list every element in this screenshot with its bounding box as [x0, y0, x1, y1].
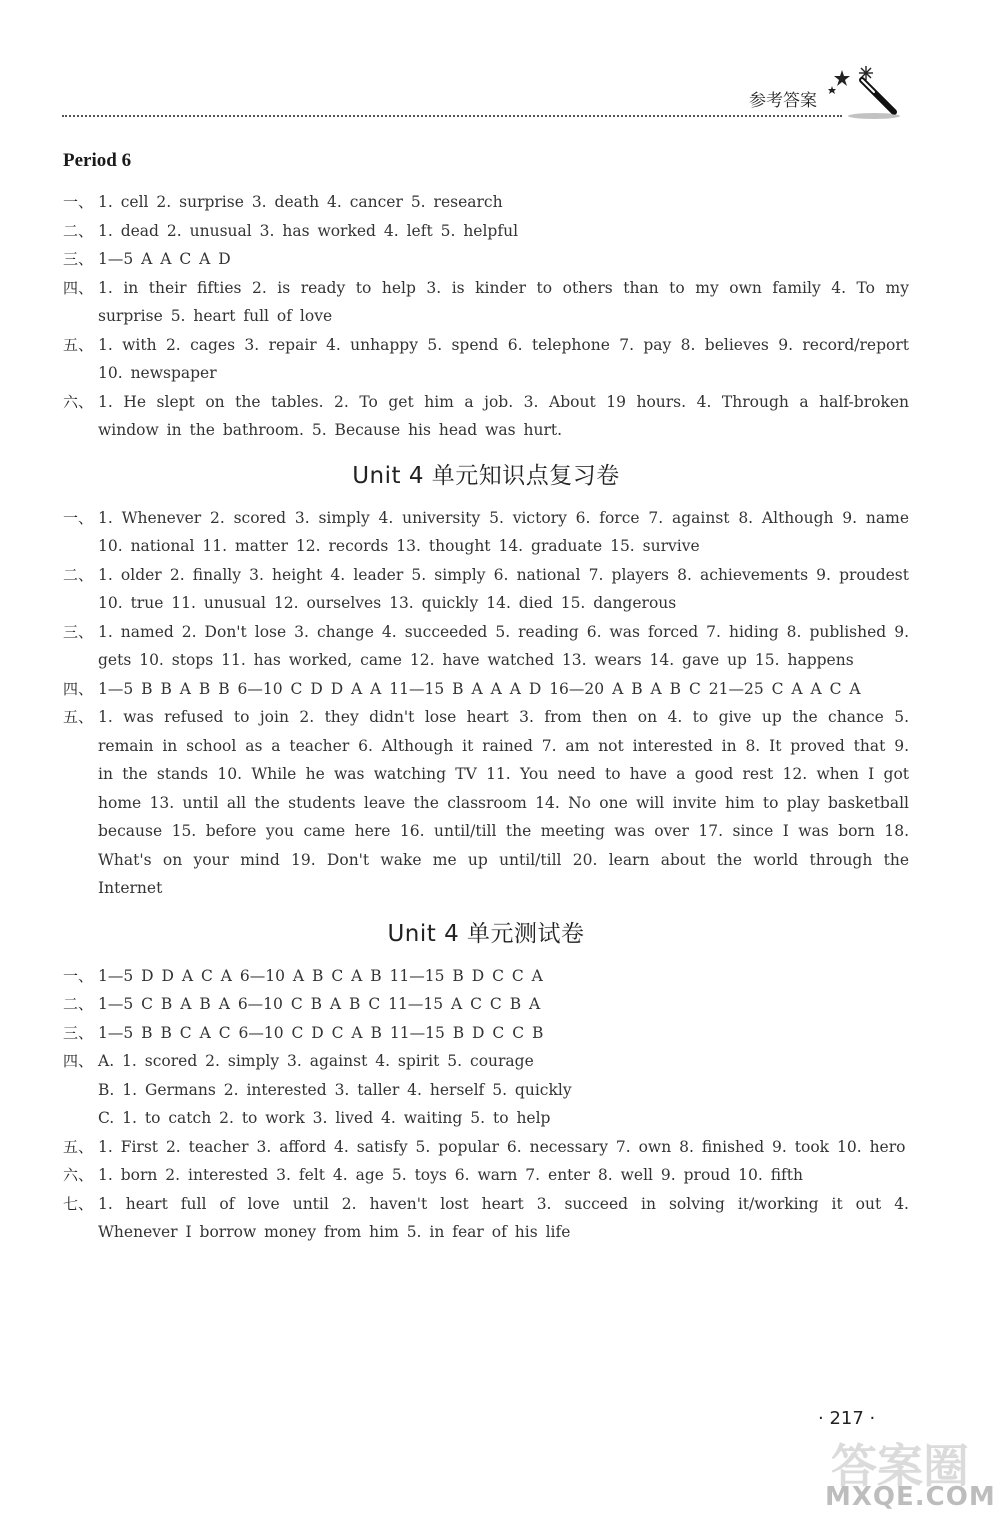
answer-item — [63, 962, 909, 991]
item-number: 六、 — [63, 392, 94, 411]
answer-item — [63, 1104, 909, 1133]
page-header — [62, 60, 912, 120]
answer-item — [63, 618, 909, 675]
section-period-6 — [63, 150, 909, 445]
header-title: 参考答案 — [749, 91, 817, 111]
answer-item — [63, 217, 909, 246]
section-title: Unit 4 单元测试卷 — [387, 920, 585, 947]
answer-item — [63, 561, 909, 618]
item-text: 1. born 2. interested 3. felt 4. age 5. toys 6. warn 7. enter 8. well 9. proud 10. fifth — [98, 1166, 803, 1184]
item-number: 七、 — [63, 1194, 94, 1213]
item-number: 三、 — [63, 250, 94, 268]
header-divider — [62, 115, 842, 117]
item-number: 四、 — [63, 679, 94, 698]
item-text: 1—5 B B C A C 6—10 C D C A B 11—15 B D C C B — [98, 1023, 544, 1042]
item-number: 四、 — [63, 1052, 94, 1070]
item-number: 一、 — [63, 966, 94, 985]
item-text: 1. was refused to join 2. they didn't lose heart 3. from then on 4. to give up the chance 5. remain in school as a teacher 6. Although it rained 7. am not interested in 8. It proved that 9. in the stands 10. While he was watching TV 11. You need to have a good rest 12. when I got home 13. until all the students leave the classroom 14. No one will invite him to play basketball because 15. before you came here 16. until/till the meeting was over 17. since I was born 18. What's on your mind 19. Don't wake me up until/till 20. learn about the world through the Internet — [98, 708, 909, 897]
item-number: 五、 — [63, 708, 94, 726]
item-text: 1. Whenever 2. scored 3. simply 4. university 5. victory 6. force 7. against 8. Although 9. name 10. national 11. matter 12. records 13. thought 14. graduate 15. survive — [98, 508, 909, 555]
item-number: 三、 — [63, 622, 94, 641]
answer-item — [63, 245, 909, 274]
answer-item — [63, 274, 909, 331]
answer-item — [63, 1190, 909, 1247]
answer-content — [63, 150, 909, 1247]
section-title: Unit 4 单元知识点复习卷 — [352, 462, 620, 489]
item-text: 1. heart full of love until 2. haven't lost heart 3. succeed in solving it/working it out 4. Whenever I borrow money from him 5. in fear of his life — [98, 1194, 909, 1241]
answer-item — [63, 1133, 909, 1162]
item-number: 四、 — [63, 278, 94, 297]
item-text: B. 1. Germans 2. interested 3. taller 4. herself 5. quickly — [98, 1080, 572, 1099]
answer-item — [63, 188, 909, 217]
item-number: 一、 — [63, 193, 94, 211]
item-text: 1. cell 2. surprise 3. death 4. cancer 5. research — [98, 193, 503, 211]
item-text: 1. He slept on the tables. 2. To get him a job. 3. About 19 hours. 4. Through a half-broken window in the bathroom. 5. Because his head was hurt. — [98, 392, 909, 439]
item-text: 1. with 2. cages 3. repair 4. unhappy 5. spend 6. telephone 7. pay 8. believes 9. record/report 10. newspaper — [98, 335, 909, 382]
answer-item — [63, 388, 909, 445]
watermark-text: 答案圈 — [831, 1439, 969, 1493]
item-text: A. 1. scored 2. simply 3. against 4. spirit 5. courage — [98, 1052, 534, 1070]
item-text: C. 1. to catch 2. to work 3. lived 4. waiting 5. to help — [98, 1109, 551, 1127]
answer-item — [63, 703, 909, 903]
answer-item — [63, 675, 909, 704]
item-number: 二、 — [63, 995, 94, 1013]
item-text: 1—5 D D A C A 6—10 A B C A B 11—15 B D C C A — [98, 966, 543, 985]
answer-item — [63, 1076, 909, 1105]
item-number: 一、 — [63, 508, 94, 527]
item-number: 五、 — [63, 335, 94, 354]
section-title: Period 6 — [63, 150, 132, 171]
answer-item — [63, 331, 909, 388]
answer-item — [63, 1019, 909, 1048]
magic-wand-icon — [822, 60, 912, 122]
watermark-url: MXQE.COM — [825, 1482, 996, 1512]
answer-item — [63, 1161, 909, 1190]
item-text: 1—5 A A C A D — [98, 250, 231, 268]
answer-item — [63, 504, 909, 561]
item-text: 1. dead 2. unusual 3. has worked 4. left 5. helpful — [98, 221, 519, 240]
page-number: · 217 · — [818, 1408, 876, 1429]
item-number: 二、 — [63, 221, 94, 240]
item-text: 1. in their fifties 2. is ready to help 3. is kinder to others than to my own family 4. To my surprise 5. heart full of love — [98, 278, 909, 325]
item-text: 1—5 C B A B A 6—10 C B A B C 11—15 A C C B A — [98, 995, 541, 1013]
item-text: 1. named 2. Don't lose 3. change 4. succeeded 5. reading 6. was forced 7. hiding 8. published 9. gets 10. stops 11. has worked, came 12. have watched 13. wears 14. gave up 15. happens — [98, 622, 909, 669]
item-text: 1—5 B B A B B 6—10 C D D A A 11—15 B A A A D 16—20 A B A B C 21—25 C A A C A — [98, 679, 861, 698]
item-text: 1. older 2. finally 3. height 4. leader 5. simply 6. national 7. players 8. achievements 9. proudest 10. true 11. unusual 12. ourselves 13. quickly 14. died 15. dangerous — [98, 565, 909, 612]
answer-item — [63, 1047, 909, 1076]
section-unit-4-test — [63, 915, 909, 1247]
answer-item — [63, 990, 909, 1019]
item-number: 五、 — [63, 1137, 94, 1156]
item-number: 六、 — [63, 1166, 94, 1184]
item-number: 三、 — [63, 1023, 94, 1042]
item-number: 二、 — [63, 565, 94, 584]
item-text: 1. First 2. teacher 3. afford 4. satisfy 5. popular 6. necessary 7. own 8. finished 9. took 10. hero — [98, 1137, 906, 1156]
section-unit-4-review — [63, 457, 909, 903]
